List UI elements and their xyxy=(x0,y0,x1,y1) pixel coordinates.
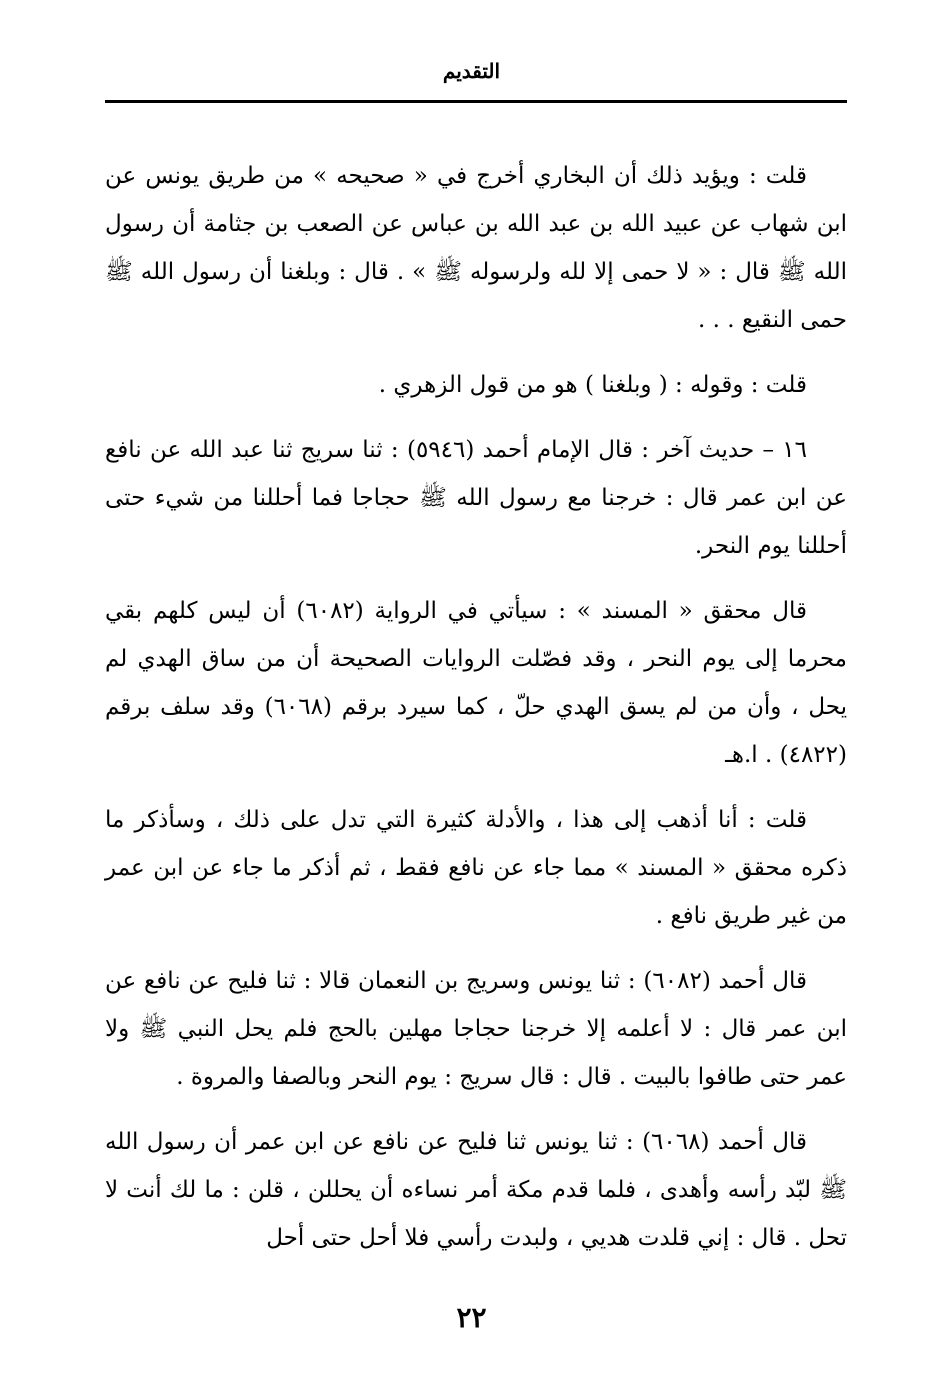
header-rule xyxy=(105,100,847,103)
paragraph-zuhri-note: قلت : وقوله : ( وبلغنا ) هو من قول الزهري . xyxy=(378,372,807,398)
page-body xyxy=(105,152,847,1279)
paragraph-ahmad-6082: قال أحمد (٦٠٨٢) : ثنا يونس وسريج بن النعمان قالا : ثنا فليح عن نافع عن ابن عمر قال : لا أعلمه إلا خرجنا حجاجا مهلين بالحج فلم يحل النبي ﷺ ولا عمر حتى طافوا بالبيت . قال : قال سريج : يوم النحر وبالصفا والمروة . xyxy=(105,968,847,1090)
paragraph-hadith-16: ١٦ – حديث آخر : قال الإمام أحمد (٥٩٤٦) : ثنا سريج ثنا عبد الله عن نافع عن ابن عمر قال : خرجنا مع رسول الله ﷺ حجاجا فما أحللنا من شيء حتى أحللنا يوم النحر. xyxy=(105,437,847,559)
paragraph-author-comment: قلت : أنا أذهب إلى هذا ، والأدلة كثيرة التي تدل على ذلك ، وسأذكر ما ذكره محقق « المسند » مما جاء عن نافع فقط ، ثم أذكر ما جاء عن ابن عمر من غير طريق نافع . xyxy=(105,807,847,929)
page-number: ٢٢ xyxy=(456,1301,487,1334)
paragraph-musnad-editor: قال محقق « المسند » : سيأتي في الرواية (٦٠٨٢) أن ليس كلهم بقي محرما إلى يوم النحر ، وقد فصّلت الروايات الصحيحة أن من ساق الهدي لم يحل ، وأن من لم يسق الهدي حلّ ، كما سيرد برقم (٦٠٦٨) وقد سلف برقم (٤٨٢٢) . ا.هـ xyxy=(105,598,847,768)
running-head-title: التقديم xyxy=(442,59,501,83)
paragraph-ahmad-6068: قال أحمد (٦٠٦٨) : ثنا يونس ثنا فليح عن نافع عن ابن عمر أن رسول الله ﷺ لبّد رأسه وأهدى ، فلما قدم مكة أمر نساءه أن يحللن ، قلن : ما لك أنت لا تحل . قال : إني قلدت هديي ، ولبدت رأسي فلا أحل حتى أحل xyxy=(105,1129,847,1251)
paragraph-bukhari-note: قلت : ويؤيد ذلك أن البخاري أخرج في « صحيحه » من طريق يونس عن ابن شهاب عن عبيد الله بن عبد الله بن عباس عن الصعب بن جثامة أن رسول الله ﷺ قال : « لا حمى إلا لله ولرسوله ﷺ » . قال : وبلغنا أن رسول الله ﷺ حمى النقيع . . . xyxy=(105,163,847,333)
